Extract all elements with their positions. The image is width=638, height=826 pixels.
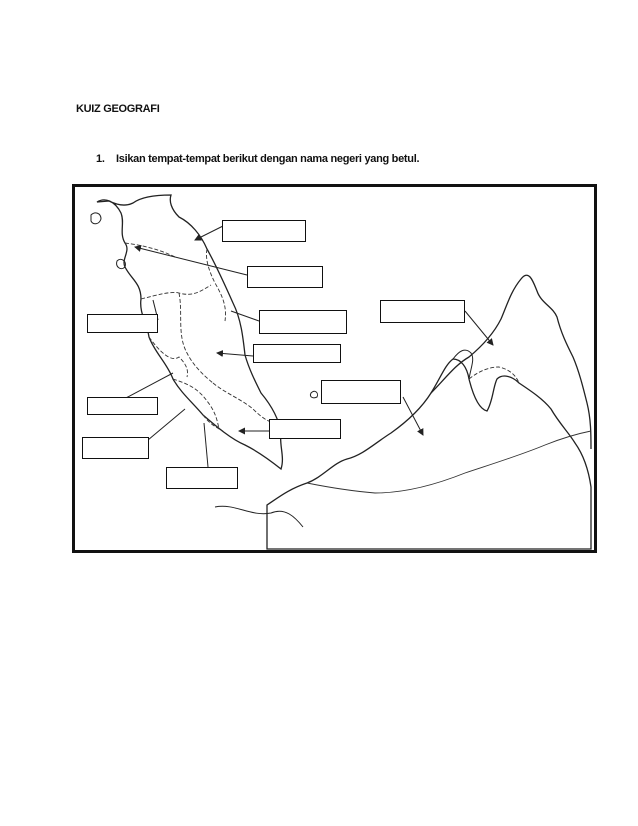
answer-box-11[interactable]: [380, 300, 465, 323]
state-border-selangor: [149, 337, 188, 377]
island-tioman: [310, 391, 317, 397]
page-title: KUIZ GEOGRAFI: [76, 103, 160, 115]
island-langkawi: [91, 213, 101, 224]
question-1: [96, 153, 419, 165]
leader-6: [124, 373, 173, 399]
question-text: Isikan tempat-tempat berikut dengan nama negeri yang betul.: [116, 153, 420, 165]
answer-box-1[interactable]: [222, 220, 306, 242]
answer-box-10[interactable]: [321, 380, 401, 404]
state-border-nsembilan: [173, 379, 219, 429]
question-number: 1.: [96, 153, 105, 165]
answer-box-4[interactable]: [253, 344, 341, 363]
leader-10: [403, 397, 423, 435]
state-border-kelantan-terengganu: [206, 249, 225, 321]
island-sumatra-coast: [215, 506, 303, 527]
answer-box-7[interactable]: [82, 437, 149, 459]
kalimantan-border: [307, 431, 591, 493]
answer-box-9[interactable]: [166, 467, 238, 489]
leader-5: [217, 353, 253, 356]
malaysia-map: [75, 187, 594, 550]
leader-11: [465, 311, 493, 345]
map-frame: [72, 184, 597, 553]
leader-1: [195, 225, 225, 240]
answer-box-3[interactable]: [259, 310, 347, 334]
leader-9: [204, 423, 208, 467]
answer-box-6[interactable]: [87, 397, 158, 415]
answer-box-2[interactable]: [247, 266, 323, 288]
answer-box-5[interactable]: [87, 314, 158, 333]
state-border-kedah-perak: [141, 285, 211, 299]
leader-2: [135, 247, 247, 275]
borneo-outline: [267, 359, 591, 549]
state-border-perak-pahang: [179, 293, 213, 383]
state-border-johor: [213, 383, 277, 423]
leader-4: [231, 311, 259, 321]
sarawak-sabah-border: [469, 367, 519, 383]
answer-box-8[interactable]: [269, 419, 341, 439]
